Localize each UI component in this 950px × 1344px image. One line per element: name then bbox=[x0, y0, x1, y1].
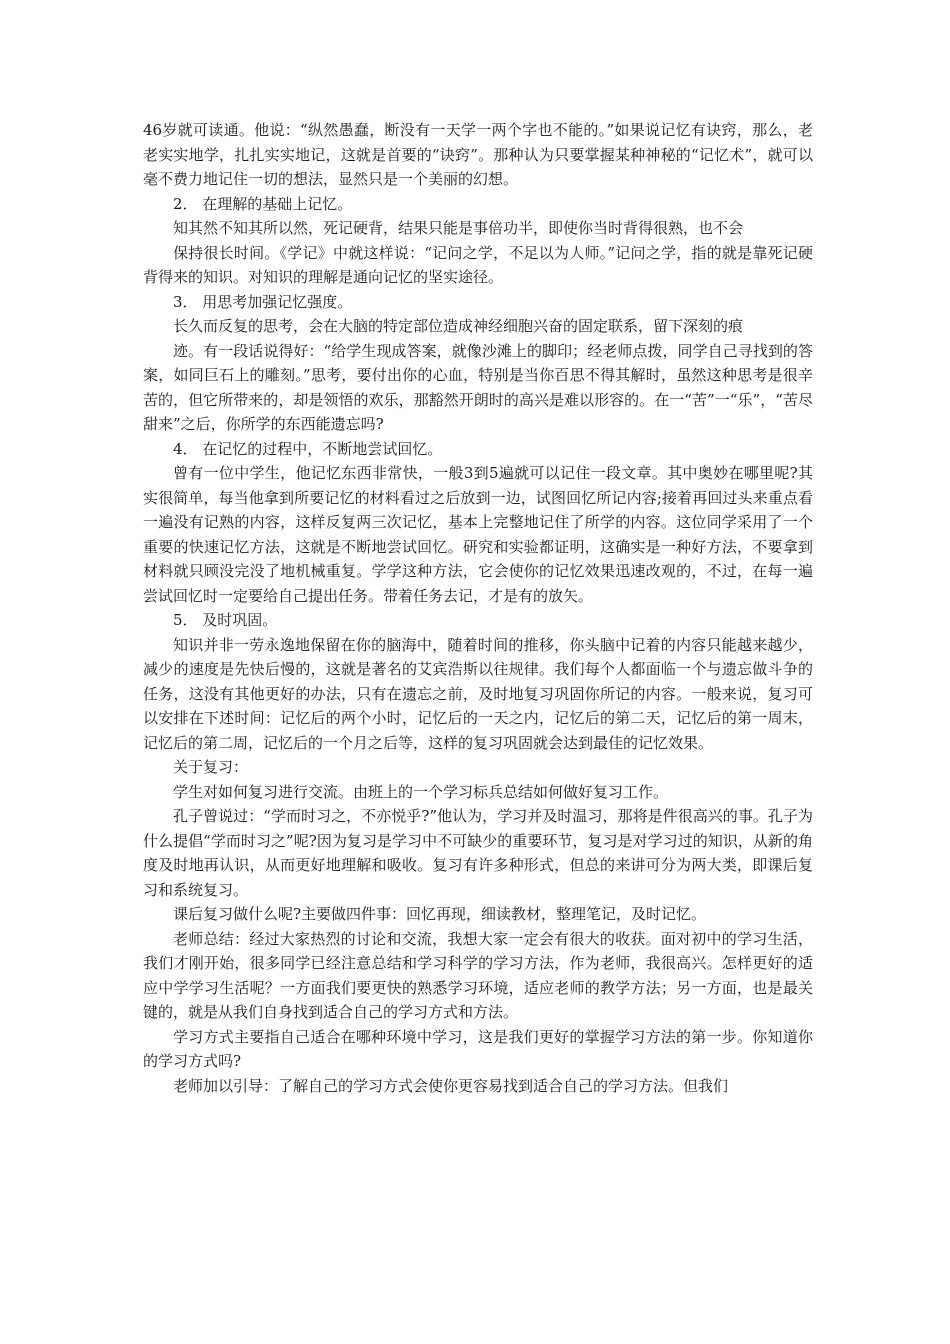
paragraph: 老师总结：经过大家热烈的讨论和交流，我想大家一定会有很大的收获。面对初中的学习生活，我们才刚开始，很多同学已经注意总结和学习科学的学习方法，作为老师，我很高兴。怎样更好的适应中学学习生活呢？一方面我们要更快的熟悉学习环境，适应老师的教学方法；另一方面，也是最关键的，就是从我们自身找到适合自己的学习方式和方法。 bbox=[143, 929, 813, 1021]
paragraph: 老师加以引导：了解自己的学习方式会使你更容易找到适合自己的学习方法。但我们 bbox=[173, 1076, 729, 1095]
section-heading-3: 3． 用思考加强记忆强度。 bbox=[173, 292, 353, 311]
paragraph: 孔子曾说过：“学而时习之，不亦悦乎?”他认为，学习并及时温习，那将是件很高兴的事。孔子为什么提倡“学而时习之”呢?因为复习是学习中不可缺少的重要环节，复习是对学习过的知识，从新的角度及时地再认识，从而更好地理解和吸收。复习有许多种形式，但总的来讲可分为两大类，即课后复习和系统复习。 bbox=[143, 807, 813, 899]
paragraph: 关于复习： bbox=[173, 758, 249, 776]
section-heading-5: 5． 及时巩固。 bbox=[173, 611, 278, 629]
paragraph: 曾有一位中学生，他记忆东西非常快，一般3到5遍就可以记住一段文章。其中奥妙在哪里呢?其实很简单，每当他拿到所要记忆的材料看过之后放到一边，试图回忆所记内容;接着再回过头来重点看一遍没有记熟的内容，这样反复两三次记忆，基本上完整地记住了所学的内容。这位同学采用了一个重要的快速记忆方法，这就是不断地尝试回忆。研究和实验都证明，这确实是一种好方法，不要拿到材料就只顾没完没了地机械重复。学学这种方法，它会使你的记忆效果迅速改观的，不过，在每一遍尝试回忆时一定要给自己提出任务。带着任务去记，才是有的放矢。 bbox=[143, 464, 813, 605]
paragraph: 学生对如何复习进行交流。由班上的一个学习标兵总结如何做好复习工作。 bbox=[173, 782, 669, 801]
paragraph: 知识并非一劳永逸地保留在你的脑海中，随着时间的推移，你头脑中记着的内容只能越来越少，减少的速度是先快后慢的，这就是著名的艾宾浩斯以往规律。我们每个人都面临一个与遗忘做斗争的任务，这没有其他更好的办法，只有在遗忘之前，及时地复习巩固你所记的内容。一般来说，复习可以安排在下述时间：记忆后的两个小时，记忆后的一天之内，记忆后的第二天，记忆后的第一周末，记忆后的第二周，记忆后的一个月之后等，这样的复习巩固就会达到最佳的记忆效果。 bbox=[143, 635, 813, 752]
document-body bbox=[143, 118, 813, 1098]
section-heading-2: 2． 在理解的基础上记忆。 bbox=[173, 194, 353, 213]
paragraph: 迹。有一段话说得好：“给学生现成答案，就像沙滩上的脚印；经老师点拨，同学自己寻找到的答案，如同巨石上的雕刻。”思考，要付出你的心血，特别是当你百思不得其解时，虽然这种思考是很辛苦的，但它所带来的，却是领悟的欢乐，那豁然开朗时的高兴是难以形容的。在一“苦”一“乐”，“苦尽甜来”之后，你所学的东西能遗忘吗? bbox=[143, 341, 813, 433]
section-heading-4: 4． 在记忆的过程中，不断地尝试回忆。 bbox=[173, 439, 443, 458]
paragraph: 保持很长时间。《学记》中就这样说：“记问之学，不足以为人师。”记问之学，指的就是靠死记硬背得来的知识。对知识的理解是通向记忆的坚实途径。 bbox=[143, 243, 813, 286]
paragraph: 知其然不知其所以然，死记硬背，结果只能是事倍功半，即使你当时背得很熟，也不会 bbox=[173, 219, 744, 237]
paragraph: 46岁就可读通。他说：“纵然愚蠢，断没有一天学一两个字也不能的。”如果说记忆有诀窍，那么，老老实实地学，扎扎实实地记，这就是首要的“诀窍”。那种认为只要掌握某种神秘的“记忆术”，就可以毫不费力地记住一切的想法，显然只是一个美丽的幻想。 bbox=[143, 121, 813, 188]
paragraph: 学习方式主要指自己适合在哪种环境中学习，这是我们更好的掌握学习方法的第一步。你知道你的学习方式吗? bbox=[143, 1027, 813, 1070]
paragraph: 长久而反复的思考，会在大脑的特定部位造成神经细胞兴奋的固定联系，留下深刻的痕 bbox=[173, 317, 744, 335]
paragraph: 课后复习做什么呢?主要做四件事：回忆再现，细读教材，整理笔记，及时记忆。 bbox=[173, 905, 707, 923]
